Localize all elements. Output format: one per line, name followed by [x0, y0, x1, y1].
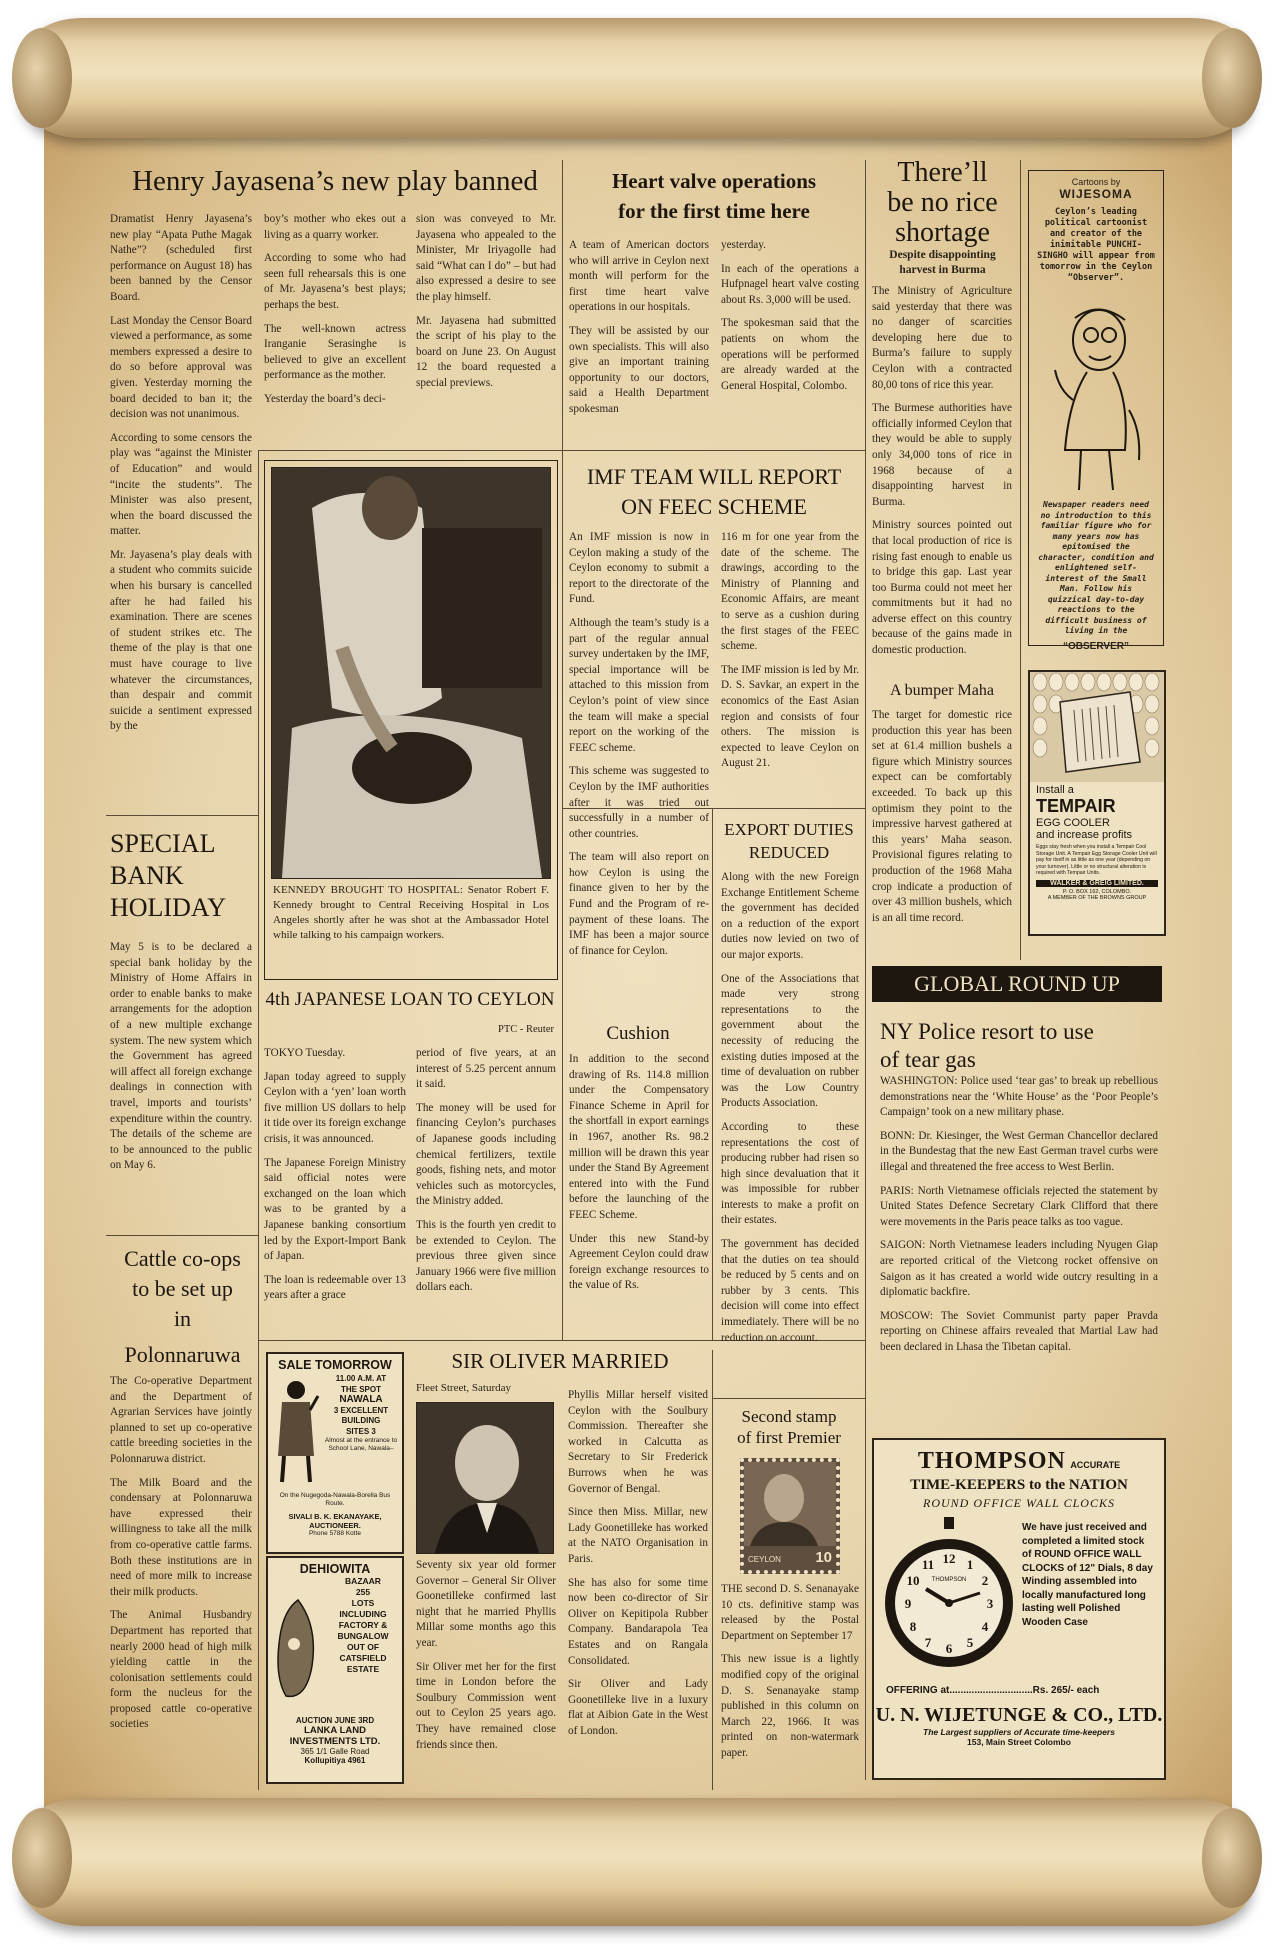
sale-details — [322, 1374, 400, 1453]
sale-phone: Phone 5788 Kotte — [308, 1530, 362, 1537]
svg-text:8: 8 — [909, 1619, 917, 1634]
dehiowita-line: CATSFIELD — [339, 1653, 387, 1663]
kennedy-hospital-photo-icon — [272, 468, 550, 878]
global-item-text: Dr. Kiesinger, the West German Chancellor declared in the Bundestag that the new East German travel curbs were illegal and threatened the free access to West Berlin. — [880, 1129, 1158, 1173]
headline-line: NY Police resort to use — [880, 1019, 1094, 1044]
paragraph: The money will be used for financing Ceylon’s purchases of Japanese goods including chemical fertilizers, textile goods, fishing nets, and motor vehicles such as motorcycles, the Ministry added. — [416, 1101, 556, 1208]
paragraph: The IMF mission is led by Mr. D. S. Savkar, an expert in the economics of the East Asian region and consists of four others. The mission is expected to leave Ceylon on August 21. — [721, 663, 859, 770]
japan-dateline: TOKYO Tuesday. — [264, 1047, 346, 1059]
paragraph: The Ministry of Agriculture said yesterday that there was no danger of scarcities developing here due to Burma’s failure to supply Ceylon with a contracted 80,00 tons of rice this year. — [872, 285, 1012, 391]
paragraph: In each of the operations a Hufpnagel heart valve costing about Rs. 3,000 will be used. — [721, 262, 859, 306]
tempair-ad — [1028, 670, 1166, 936]
horizontal-rule — [106, 1235, 258, 1236]
headline-sir-oliver: SIR OLIVER MARRIED — [451, 1349, 669, 1373]
paragraph: Yesterday the board’s deci- — [264, 392, 386, 405]
subhead-line: Despite disappointing — [889, 249, 996, 261]
headline-line: be no rice — [887, 187, 998, 218]
scroll-end-right — [1202, 1808, 1262, 1908]
postage-stamp — [740, 1458, 840, 1574]
stamp-country: CEYLON — [748, 1555, 781, 1564]
scroll-end-right — [1202, 28, 1262, 128]
scroll-end-left — [12, 28, 72, 128]
paragraph: They will be assisted by our own specialists. This will also give an important training opportunity to our doctors, said a Health Department spokesman — [569, 324, 709, 415]
dehiowita-line: OUT OF — [346, 1642, 380, 1652]
imf-col-1 — [569, 530, 709, 967]
oliver-col-1 — [416, 1558, 556, 1761]
svg-text:1: 1 — [966, 1557, 974, 1572]
paragraph: The Japanese Foreign Ministry said official notes were exchanged on the loan which was to be granted by a Japanese banking consortium led by the Export-Import Bank of Japan. — [264, 1156, 406, 1263]
paragraph: Mr. Jayasena’s play deals with a student who commits suicide when his bursary is cancelled after he had failed his examination. There are scenes of student strikes etc. The theme of the play is that one must have courage to live whatever the circumstances, than despair and commit suicide a sentiment expressed by the — [110, 548, 252, 733]
global-item-place: PARIS: — [880, 1184, 914, 1197]
global-item-place: BONN: — [880, 1129, 915, 1142]
bank-body — [110, 940, 252, 1182]
paragraph: The Burmese authorities have officially informed Ceylon that they would be able to supply only 34,000 tons of rice in 1968 because of a disappointing harvest in Burma. — [872, 402, 1012, 508]
global-item-place: WASHINGTON: — [880, 1075, 958, 1087]
paragraph: May 5 is to be declared a special bank holiday by the Ministry of Home Affairs in order to enable banks to make arrangements for the adoption of a new multiple exchange system. The new system which the Government has agreed will affect all foreign exchange dealings in connection with travel, imports and tourists’ expenditure within the country. The details of the scheme are to be announced to the public on May 6. — [110, 941, 252, 1172]
kennedy-photo — [271, 467, 551, 879]
global-item — [880, 1238, 1158, 1300]
global-item-text: The Soviet Communist party paper Pravda reporting on Chinese affairs revealed that Martial Law had been declared in Lhasa the Tibetan capital. — [880, 1309, 1158, 1353]
tempair-line-2: and increase profits — [1036, 829, 1132, 841]
paragraph: Dramatist Henry Jayasena’s new play “Apata Puthe Magak Nathe”? (scheduled first performance on August 18) has been banned by the Censor Board. — [110, 213, 252, 303]
paragraph: The Co-operative Department and the Department of Agrarian Services have jointly planned to set up co-operative cattle breeding societies in the Polonnaruwa district. — [110, 1375, 252, 1465]
headline-imf — [568, 462, 860, 522]
paragraph: This is the fourth yen credit to be extended to Ceylon. The previous three given since January 1966 were five million dollars each. — [416, 1218, 556, 1294]
scroll-bottom-roll — [22, 1798, 1252, 1926]
sale-line: THE SPOT — [340, 1384, 381, 1394]
headline-cattle-coops — [110, 1244, 255, 1370]
dehiowita-auction: AUCTION JUNE 3RD — [295, 1716, 375, 1725]
paragraph: She has also for some time now been co-director of Sir Oliver on Kepitipola Rubber Company. Bandarapola Tea Estates and on Rangala Consolidated. — [568, 1576, 708, 1667]
paragraph: According to some censors the play was “against the Minister of Education” and would “incite the students”. The Minister was also present, when the board discussed the matter. — [110, 431, 252, 538]
svg-text:7: 7 — [924, 1635, 932, 1650]
thompson-company-sub: The Largest suppliers of Accurate time-keepers — [923, 1727, 1115, 1737]
paragraph: Seventy six year old former Governor – General Sir Oliver Goonetilleke confirmed last night that he married Phyllis Millar some months ago this year. — [416, 1559, 556, 1649]
thompson-offering: OFFERING at..............................Rs. 265/- each — [886, 1685, 1100, 1696]
imf-col-2 — [721, 530, 859, 780]
dehiowita-line: LOTS — [351, 1598, 375, 1608]
sale-line: NAWALA — [339, 1394, 383, 1405]
headline-line: Second stamp — [741, 1407, 837, 1426]
global-item-place: SAIGON: — [880, 1239, 926, 1252]
stamp-body — [721, 1582, 859, 1770]
wall-clock-icon — [882, 1517, 1016, 1681]
svg-text:11: 11 — [921, 1557, 935, 1572]
tempair-install: Install a — [1036, 784, 1074, 796]
cattle-body — [110, 1374, 252, 1741]
oliver-col-2 — [568, 1388, 708, 1747]
cartoon-intro: Ceylon’s leading political cartoonist and creator of the inimitable PUNCHI-SINGHO will appear from tomorrow in the Ceylon “Observer”. — [1037, 207, 1155, 283]
paragraph: A team of American doctors who will arrive in Ceylon next month will perform for the first time heart valve operations in our hospitals. — [569, 239, 709, 314]
paragraph: THE second D. S. Senanayake 10 cts. definitive stamp was released by the Postal Department on September 17 — [721, 1583, 859, 1642]
paragraph: The Animal Husbandry Department has reported that nearly 2000 head of high milk yielding cattle in the colonisation settlements could form the nucleus for the proposed cattle co-operative societies — [110, 1609, 252, 1731]
dehiowita-ad — [266, 1556, 404, 1784]
headline-line: shortage — [895, 217, 990, 248]
horizontal-rule — [712, 1398, 865, 1399]
dehiowita-company-2: INVESTMENTS LTD. — [289, 1736, 381, 1747]
paragraph: Last Monday the Censor Board viewed a performance, as some members expressed a desire to do so before approval was given. Yesterday morning the board decided to ban it; the decision was not unanimous. — [110, 314, 252, 421]
sale-line: BUILDING — [341, 1416, 381, 1425]
tempair-brand: TEMPAIR — [1036, 796, 1116, 816]
svg-text:9: 9 — [904, 1596, 912, 1611]
paragraph: One of the Associations that made very strong representations to the government about the necessity of reducing the existing duties imposed at the time of devaluation on rubber was the Low Country Products Association. — [721, 972, 859, 1110]
column-rule — [562, 450, 563, 1340]
dehiowita-phone: Kollupitiya 4961 — [304, 1756, 366, 1765]
paragraph: boy’s mother who ekes out a living as a quarry worker. — [264, 213, 406, 241]
heart-col-2 — [721, 238, 859, 402]
sale-tomorrow-ad — [266, 1352, 404, 1554]
japan-credit: PTC - Reuter — [498, 1024, 554, 1035]
headline-jayasena: Henry Jayasena’s new play banned — [132, 165, 538, 197]
stamp-portrait-icon — [744, 1462, 836, 1546]
global-item-text: North Vietnamese officials rejected the statement by United States Defence Secretary Clark Clifford that there were movements in the Paris peace talks as too vague. — [880, 1184, 1159, 1228]
column-rule — [712, 808, 713, 1340]
global-item — [880, 1309, 1158, 1356]
paragraph: An IMF mission is now in Ceylon making a study of the Ceylon economy to submit a report to the directorate of the Fund. — [569, 531, 709, 606]
kennedy-photo-frame — [264, 460, 558, 980]
paragraph: Sir Oliver met her for the first time in London before the Soulbury Commission went out to Ceylon 25 years ago. They have remained close friends since then. — [416, 1660, 556, 1751]
global-item-text: North Vietnamese leaders including Nyugen Giap are reported critical of the Vietcong rocket offensive on Saigon as it has created a world wide outcry resulting in a diplomatic backfire. — [880, 1239, 1159, 1299]
sale-line: SITES 3 — [346, 1426, 376, 1436]
paragraph: The well-known actress Iranganie Serasinghe is believed to give an excellent performance as the mother. — [264, 322, 406, 382]
horizontal-rule — [258, 450, 865, 451]
dehiowita-line: BUNGALOW — [337, 1631, 389, 1641]
column-rule — [712, 1350, 713, 1790]
headline-line: IMF TEAM WILL REPORT — [586, 464, 842, 489]
japan-col-1 — [264, 1046, 406, 1312]
svg-text:12: 12 — [942, 1551, 956, 1566]
thompson-accurate: ACCURATE — [1070, 1460, 1121, 1470]
horizontal-rule — [106, 815, 258, 816]
paragraph: Although the team’s study is a part of the regular annual survey undertaken by the IMF, special importance will be attached to this mission from Ceylon’s point of view since the team will make a special report on the working of the FEEC scheme. — [569, 616, 709, 754]
dehiowita-company: LANKA LAND — [304, 1725, 366, 1736]
thompson-tagline: TIME-KEEPERS to the NATION — [910, 1477, 1128, 1493]
sale-auctioneer-title: AUCTIONEER. — [309, 1521, 361, 1530]
column-rule — [562, 160, 563, 450]
paragraph: Phyllis Millar herself visited Ceylon with the Soulbury Commission. Thereafter she worked in Calcutta as Secretary to Sir Frederick Burrows when he was Governor of Bengal. — [568, 1389, 708, 1495]
scroll-end-left — [12, 1808, 72, 1908]
paragraph: Ministry sources pointed out that local production of rice is rising fast enough to enable us to bridge this gap. Last year too Burma could not meet her commitments but it had no adverse effect on this country because of the gains made in domestic production. — [872, 519, 1012, 657]
paragraph: In addition to the second drawing of Rs. 114.8 million under the Compensatory Finance Scheme in April for the shortfall in export earnings in 1967, another Rs. 98.2 million will be drawn this year under the Stand By Agreement entered into with the Fund before the launching of the FEEC Scheme. — [569, 1053, 709, 1221]
subhead-line: harvest in Burma — [899, 264, 986, 276]
jayasena-col-2 — [264, 212, 406, 416]
cartoon-artist: WIJESOMA — [1059, 187, 1133, 201]
oliver-dateline: Fleet Street, Saturday — [416, 1382, 512, 1394]
paragraph: The loan is redeemable over 13 years after a grace — [264, 1273, 406, 1302]
thompson-clocks-ad — [872, 1438, 1166, 1780]
global-item — [880, 1129, 1158, 1176]
dehiowita-details — [326, 1576, 400, 1675]
column-rule — [865, 160, 866, 1780]
dehiowita-line: BAZAAR — [345, 1576, 381, 1586]
headline-japanese-loan: 4th JAPANESE LOAN TO CEYLON — [265, 989, 555, 1010]
rice-subhead — [870, 248, 1015, 278]
dehiowita-line: 255 — [355, 1587, 371, 1597]
headline-ny-police — [880, 1018, 1160, 1074]
paragraph: yesterday. — [721, 239, 766, 251]
cartoon-bottom-text: Newspaper readers need no introduction to this familiar figure who for many years now has epitomised the character, condition and enlightened self-interest of the Small Man. Follow his quizzical day-to-day reactions to the difficult business of living in the — [1038, 500, 1154, 635]
dehiowita-title: DEHIOWITA — [299, 1562, 371, 1576]
headline-heart-valve — [568, 166, 860, 226]
paragraph: Japan today agreed to supply Ceylon with a ‘yen’ loan worth five million US dollars to help it tide over its foreign exchange crisis, it was announced. — [264, 1070, 406, 1145]
headline-bumper-maha: A bumper Maha — [890, 682, 994, 699]
headline-line: of first Premier — [737, 1428, 841, 1447]
headline-line: EXPORT DUTIES — [724, 820, 854, 839]
sale-line: Almost at the entrance to School Lane, Nawala– — [324, 1437, 398, 1452]
headline-line: Cattle co-ops — [124, 1246, 241, 1271]
cushion-body — [569, 1052, 709, 1302]
headline-bank-holiday — [110, 828, 255, 924]
svg-text:3: 3 — [986, 1596, 994, 1611]
svg-text:THOMPSON: THOMPSON — [931, 1577, 967, 1583]
thompson-company: U. N. WIJETUNGE & CO., LTD. — [875, 1704, 1163, 1726]
paragraph: Under this new Stand-by Agreement Ceylon could draw foreign exchange resources to the value of Rs. — [569, 1232, 709, 1292]
headline-cushion: Cushion — [606, 1023, 670, 1044]
svg-text:10: 10 — [906, 1573, 920, 1588]
paragraph: The team will also report on how Ceylon is using the finance given to her by the Fund and the Program of re-payment of these loans. The IMF has been a major source of finance for Ceylon. — [569, 851, 709, 957]
dehiowita-line: ESTATE — [346, 1664, 380, 1674]
global-item-place: MOSCOW: — [880, 1309, 934, 1322]
paragraph: According to these representations the cost of producing rubber had risen so high since devaluation that it was impossible for rubber interests to make a profit on their estates. — [721, 1120, 859, 1227]
global-items — [880, 1074, 1158, 1364]
tempair-agent: WALKER & GREIG LIMITED. — [1036, 880, 1158, 887]
global-round-up-banner: GLOBAL ROUND UP — [872, 966, 1162, 1002]
headline-line: for the first time here — [618, 199, 810, 223]
sale-route: On the Nugegoda-Nawala-Borella Bus Route. — [279, 1492, 391, 1507]
paragraph: The government has decided that the duties on tea should be reduced by 5 cents and on rubber by 3 cents. This decision will come into effect immediately. There will be no reduction on account. — [721, 1238, 859, 1344]
headline-line: to be set up — [132, 1276, 233, 1301]
headline-line: HOLIDAY — [110, 893, 227, 922]
sale-line: 3 EXCELLENT — [333, 1405, 389, 1415]
paragraph: sion was conveyed to Mr. Jayasena who appealed to the Minister, Mr Iriyagolle had said “What can I do” – but had also expressed a desire to see the play himself. — [416, 213, 556, 303]
tempair-small-text: Eggs stay fresh when you install a Tempair Cool Storage Unit. A Tempair Egg Storage Cooler Unit will pay for itself in as little as one year (depending on your turnover). Little or no structural alteration is required with Tempair Units. — [1036, 844, 1157, 877]
svg-text:2: 2 — [981, 1573, 989, 1588]
headline-rice — [870, 158, 1015, 248]
paragraph: 116 m for one year from the date of the scheme. The drawings, according to the Ministry of Planning and Economic Affairs, are meant to serve as a cushion during the first stages of the FEEC scheme. — [721, 531, 859, 653]
scroll-top-roll — [22, 18, 1252, 138]
thompson-header — [874, 1448, 1164, 1475]
headline-line: Polonnaruwa — [124, 1342, 241, 1367]
cartoon-byline: Cartoons by — [1071, 177, 1121, 187]
thompson-address: 153, Main Street Colombo — [967, 1737, 1071, 1747]
paragraph: The Milk Board and the condensary at Polonnaruwa have expressed their willingness to take all the milk from co-operative cattle farms. Both these institutions are in need of more milk to increase their milk products. — [110, 1476, 252, 1598]
tempair-agent-sub: P. O. BOX 162, COLOMBO. — [1062, 888, 1132, 895]
paragraph: The spokesman said that the patients on whom the operations will be performed are already warded at the General Hospital, Colombo. — [721, 317, 859, 392]
heart-col-1 — [569, 238, 709, 426]
sale-line: 11.00 A.M. AT — [335, 1374, 387, 1383]
tempair-line-1: EGG COOLER — [1036, 817, 1110, 829]
sale-auctioneer: SIVALI B. K. EKANAYAKE, — [288, 1512, 382, 1521]
svg-text:6: 6 — [945, 1641, 953, 1656]
svg-text:5: 5 — [966, 1635, 974, 1650]
headline-second-stamp — [716, 1406, 862, 1448]
auctioneer-figure-icon — [272, 1376, 320, 1486]
paragraph: period of five years, at an interest of 5.25 percent annum it said. — [416, 1047, 556, 1091]
dehiowita-line: INCLUDING — [339, 1609, 387, 1619]
egg-cooler-icon — [1030, 672, 1164, 782]
column-rule — [258, 450, 259, 1790]
dehiowita-line: FACTORY & — [338, 1620, 388, 1630]
thompson-sub: ROUND OFFICE WALL CLOCKS — [923, 1496, 1115, 1510]
maha-body — [872, 708, 1012, 934]
paragraph: Sir Oliver and Lady Goonetilleke live in a luxury flat at Aibion Gate in the West of London. — [568, 1678, 708, 1737]
paragraph: Since then Miss. Millar, new Lady Goonetilleke has worked at the NATO Organisation in Paris. — [568, 1506, 708, 1565]
paragraph: This scheme was suggested to Ceylon by the IMF authorities after it was tried out successfully in a number of other countries. — [569, 765, 709, 840]
cartoon-observer: “OBSERVER” — [1063, 640, 1129, 652]
sir-oliver-photo — [416, 1402, 554, 1554]
rice-body — [872, 284, 1012, 667]
paragraph: The target for domestic rice production this year has been set at 61.4 million bushels a figure which Ministry sources expect can be comfortably exceeded. To back up this optimism they point to the impressive harvest gathered at this years’ Maha season. Provisional figures relating to production of the 1968 Maha crop indicate a production of over 43 million bushels, which is an all time record. — [872, 709, 1012, 924]
headline-line: in — [173, 1306, 192, 1331]
paragraph: This new issue is a lightly modified copy of the original D. S. Senanayake stamp published in this column on March 22, 1966. It was printed on non-watermark paper. — [721, 1653, 859, 1759]
dehiowita-address: 365 1/1 Galle Road — [300, 1747, 370, 1756]
sale-title: SALE TOMORROW — [278, 1358, 392, 1372]
global-item-text: Police used ‘tear gas’ to break up rebellious demonstrations near the ‘White House’ as the ‘Poor People’s Campaign’ took on a new military phase. — [880, 1075, 1159, 1119]
headline-line: of tear gas — [880, 1047, 976, 1072]
headline-line: ON FEEC SCHEME — [621, 494, 807, 519]
thompson-description: We have just received and completed a limited stock of ROUND OFFICE WALL CLOCKS of 12" Dials, 8 day Winding assembled into locally manufactured long lasting well Polished Wooden Case — [1022, 1522, 1153, 1628]
stamp-value: 10 — [815, 1549, 832, 1566]
svg-text:4: 4 — [981, 1619, 989, 1634]
global-item — [880, 1074, 1158, 1121]
jayasena-col-3 — [416, 212, 556, 400]
headline-line: SPECIAL — [110, 829, 216, 858]
headline-line: BANK — [110, 861, 184, 890]
column-rule — [1020, 160, 1021, 960]
cartoon-ad-box — [1028, 170, 1164, 652]
sir-oliver-portrait-icon — [417, 1403, 553, 1553]
land-sketch-icon — [272, 1596, 324, 1706]
kennedy-caption: KENNEDY BROUGHT TO HOSPITAL: Senator Robert F. Kennedy brought to Central Receiving Hospital in Los Angeles shortly after he was shot at the Ambassador Hotel while talking to his campaign workers. — [273, 884, 549, 941]
export-body — [721, 870, 859, 1354]
japan-col-2 — [416, 1046, 556, 1304]
paragraph: Along with the new Foreign Exchange Entitlement Scheme the government has decided on a reduction of the export duties now levied on two of our major exports. — [721, 871, 859, 961]
thompson-brand: THOMPSON — [917, 1448, 1066, 1474]
paragraph: According to some who had seen full rehearsals this is one of Mr. Jayasena’s best plays; perhaps the best. — [264, 252, 406, 311]
headline-line: Heart valve operations — [611, 169, 817, 193]
paragraph: Mr. Jayasena had submitted the script of his play to the board on June 23. On August 12 the board requested a special previews. — [416, 314, 556, 389]
jayasena-col-1 — [110, 212, 252, 743]
punchi-singho-cartoon-icon — [1029, 290, 1159, 500]
headline-export-duties — [716, 818, 862, 864]
headline-line: REDUCED — [748, 843, 830, 862]
headline-line: There’ll — [897, 157, 988, 188]
global-item — [880, 1184, 1158, 1231]
tempair-member: A MEMBER OF THE BROWNS GROUP — [1047, 894, 1147, 901]
